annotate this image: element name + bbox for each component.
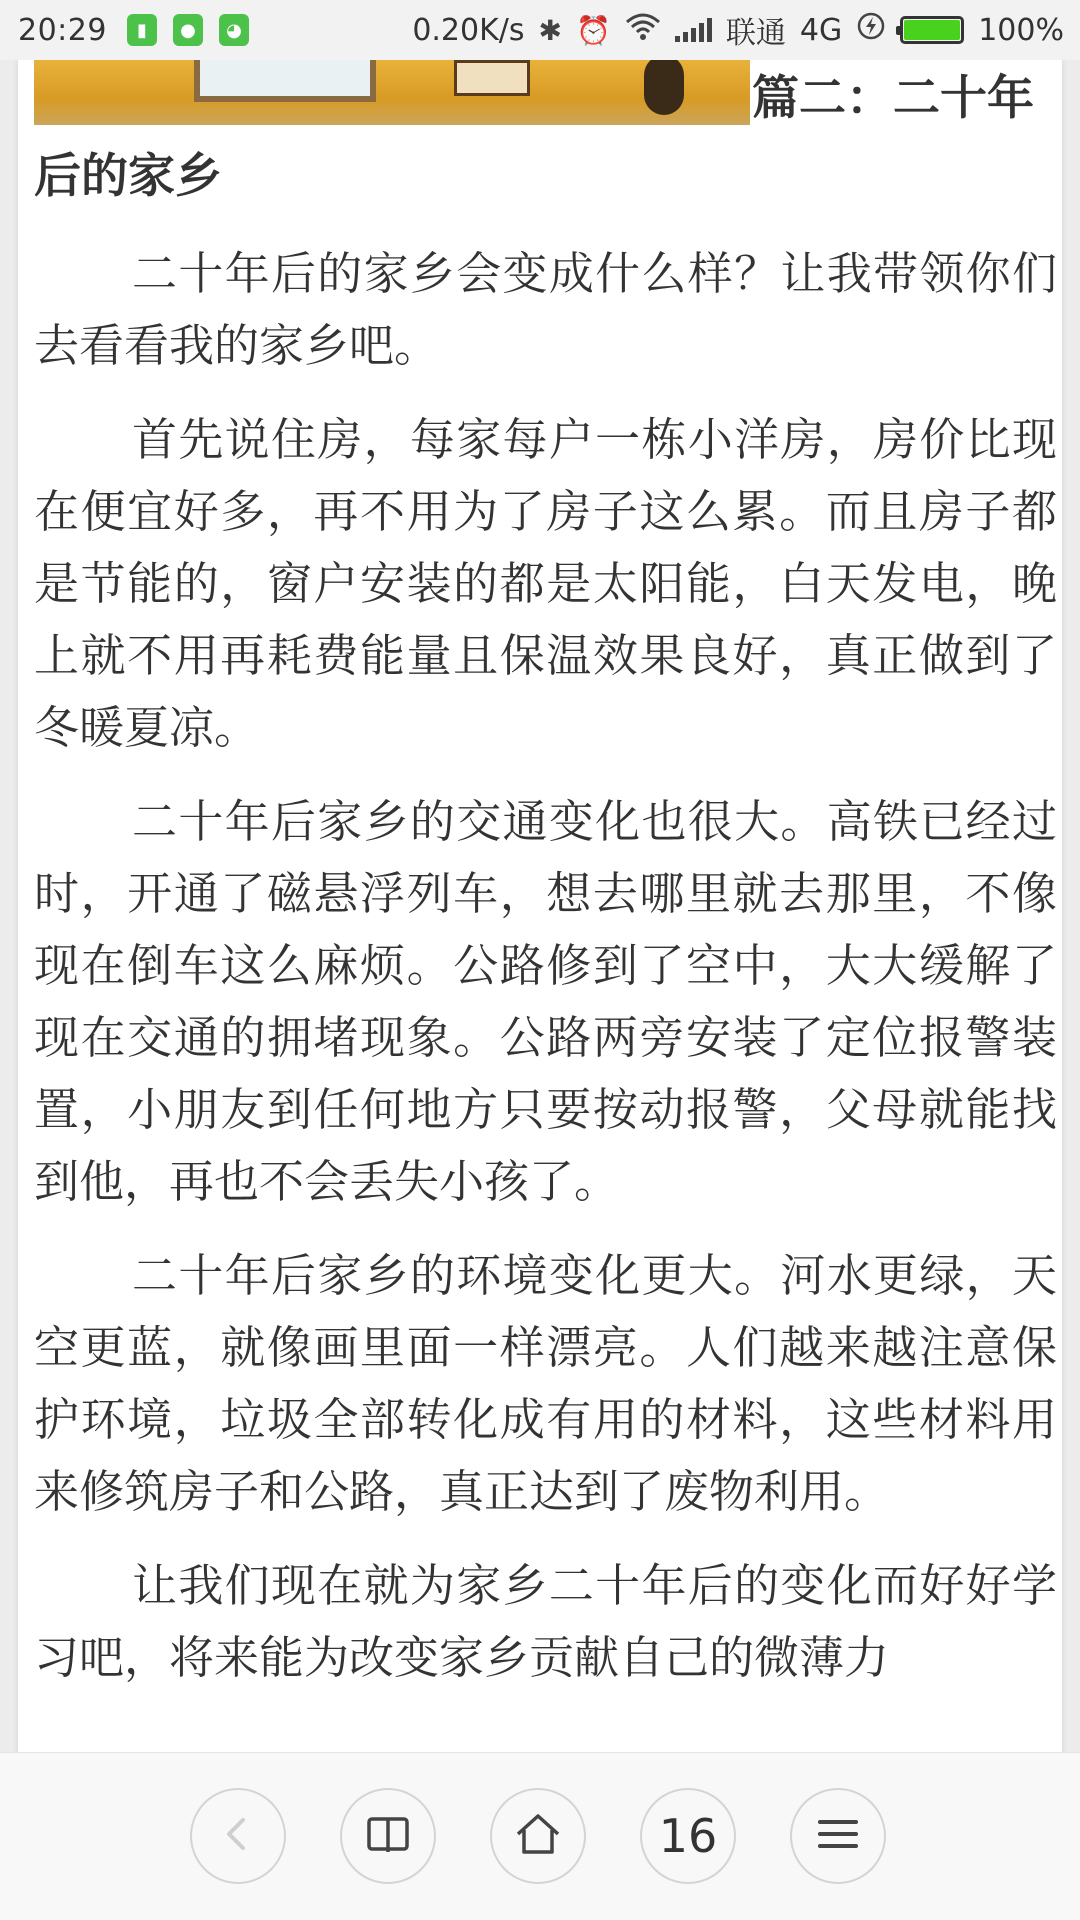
book-icon: [365, 1814, 411, 1858]
menu-button[interactable]: [790, 1788, 886, 1884]
article-body: [34, 60, 1057, 1694]
home-button[interactable]: [490, 1788, 586, 1884]
android-app-icon: ◕: [219, 14, 249, 46]
hero-window-shape: [194, 60, 376, 102]
wechat-icon: ●: [173, 14, 203, 46]
carrier-name: 联通: [725, 16, 786, 51]
article-paragraph: 二十年后的家乡会变成什么样？让我带领你们去看看我的家乡吧。: [34, 247, 1057, 372]
status-bar-right: [412, 0, 1064, 60]
network-speed: 0.20K/s: [412, 12, 525, 48]
article-paragraph: 首先说住房，每家每户一栋小洋房，房价比现在便宜好多，再不用为了房子这么累。而且房子都是节能的，窗户安装的都是太阳能，白天发电，晚上就不用再耗费能量且保温效果良好，真正做到了冬暖夏凉。: [34, 413, 1057, 754]
article-title-line-1: 篇二：二十年: [752, 71, 1034, 126]
charging-icon: [856, 11, 886, 49]
battery-fill: [904, 20, 960, 40]
network-type: 4G: [799, 12, 843, 48]
home-icon: [514, 1812, 562, 1860]
hero-figure-shape: [644, 60, 684, 115]
browser-bottom-nav: [0, 1752, 1080, 1920]
tab-count: 16: [658, 1809, 718, 1863]
alarm-icon: ⏰: [576, 13, 611, 47]
back-button[interactable]: [190, 1788, 286, 1884]
status-time: 20:29: [18, 12, 107, 48]
article-paragraph: 二十年后家乡的环境变化更大。河水更绿，天空更蓝，就像画里面一样漂亮。人们越来越注意保护环境，垃圾全部转化成有用的材料，这些材料用来修筑房子和公路，真正达到了废物利用。: [34, 1249, 1057, 1518]
status-bar: [0, 0, 1080, 60]
battery-app-icon: ▮: [127, 14, 157, 46]
signal-icon: [675, 18, 712, 42]
bluetooth-icon: ✱: [538, 13, 562, 47]
wifi-icon: [625, 12, 661, 48]
tabs-button[interactable]: [640, 1788, 736, 1884]
article-paragraph: 让我们现在就为家乡二十年后的变化而好好学习吧，将来能为改变家乡贡献自己的微薄力: [34, 1559, 1057, 1684]
battery-percent: 100%: [978, 12, 1064, 48]
article-paragraph: 二十年后家乡的交通变化也很大。高铁已经过时，开通了磁悬浮列车，想去哪里就去那里，不像现在倒车这么麻烦。公路修到了空中，大大缓解了现在交通的拥堵现象。公路两旁安装了定位报警装置，小朋友到任何地方只要按动报警，父母就能找到他，再也不会丢失小孩了。: [34, 795, 1057, 1208]
article-page[interactable]: [18, 60, 1062, 1920]
article-title-line-2: 后的家乡: [34, 149, 222, 204]
article-hero-image: [34, 60, 750, 125]
battery-icon: [900, 16, 964, 44]
status-bar-left: [18, 0, 265, 60]
bookmarks-button[interactable]: [340, 1788, 436, 1884]
menu-icon: [817, 1816, 859, 1856]
chevron-left-icon: [218, 1814, 258, 1858]
hero-sign-shape: [454, 60, 530, 96]
